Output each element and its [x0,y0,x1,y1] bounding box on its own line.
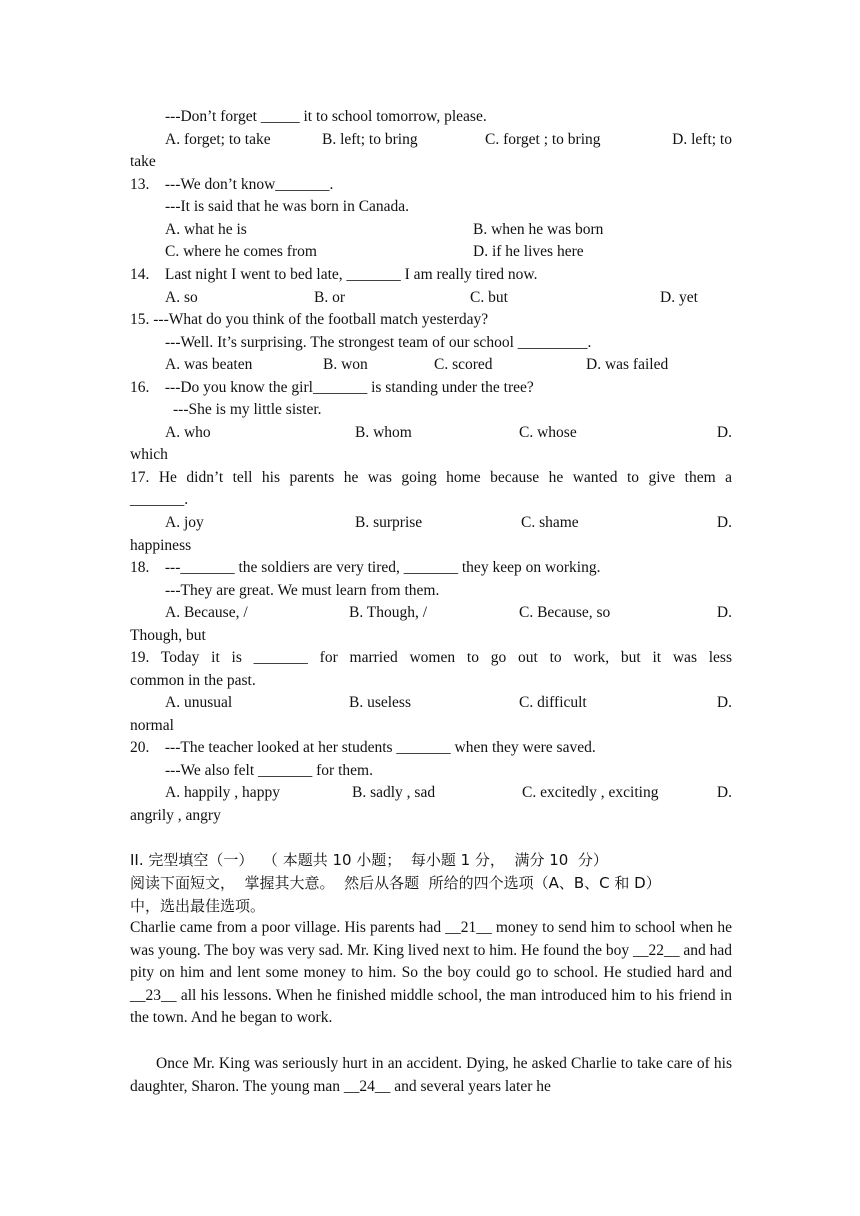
q19-option-a: A. unusual [165,694,233,711]
q13-options-row-1 [165,219,732,241]
q15-prompt: 15. ---What do you think of the football match yesterday? [130,311,489,328]
q14-option-b: B. or [314,289,345,306]
q19-option-d-continued: normal [130,717,174,734]
q17-option-c: C. shame [521,514,579,531]
q16-option-c: C. whose [519,424,577,441]
q15-option-c: C. scored [434,356,493,373]
q17-option-a: A. joy [165,514,204,531]
q20-option-b: B. sadly , sad [352,784,436,801]
q12-option-d-continued: take [130,153,156,170]
passage-paragraph-2-text: Once Mr. King was seriously hurt in an accident. Dying, he asked Charlie to take care of his daughter, Sharon. The young man __24__ and several years later he [130,1055,732,1095]
q12-option-b: B. left; to bring [322,131,418,148]
q16-option-d: D. [716,424,732,441]
q13-prompt-2: ---It is said that he was born in Canada. [165,198,410,215]
q19-prompt: 19. Today it is _______ for married women to go out to work, but it was less [130,649,732,666]
q14-option-d: D. yet [660,289,698,306]
q19-option-d: D. [716,694,732,711]
section-instruction-continued: 中，选出最佳选项。 [130,897,266,915]
q18-option-a: A. Because, / [165,604,248,621]
q20-option-d: D. [716,784,732,801]
q13-option-d: D. if he lives here [473,243,584,260]
q17-prompt-2: _______. [130,491,189,508]
q16-option-d-continued: which [130,446,168,463]
q17-prompt: 17. He didn’t tell his parents he was going home because he wanted to give them a [130,469,732,486]
q18-options [165,602,732,624]
q18-option-b: B. Though, / [349,604,428,621]
q13-option-c: C. where he comes from [165,243,317,260]
q13-prompt: 13. ---We don’t know_______. [130,176,334,193]
q14-prompt: 14. Last night I went to bed late, _______ I am really tired now. [130,266,538,283]
q13-option-b: B. when he was born [473,221,604,238]
q20-prompt-2: ---We also felt _______ for them. [165,762,373,779]
q15-option-d: D. was failed [586,356,669,373]
q15-option-b: B. won [323,356,368,373]
q20-option-c: C. excitedly , exciting [522,784,659,801]
q14-option-c: C. but [470,289,508,306]
q14-option-a: A. so [165,289,198,306]
q17-option-b: B. surprise [355,514,423,531]
q16-prompt: 16. ---Do you know the girl_______ is standing under the tree? [130,379,534,396]
q16-options [165,422,732,444]
q18-option-d-continued: Though, but [130,627,206,644]
q19-prompt-2: common in the past. [130,672,256,689]
section-instruction: 阅读下面短文， 掌握其大意。 然后从各题 所给的四个选项（A、B、C 和 D） [130,874,661,892]
q17-option-d: D. [716,514,732,531]
q15-prompt-2: ---Well. It’s surprising. The strongest team of our school _________. [165,334,592,351]
q14-options [165,287,732,309]
q18-option-d: D. [716,604,732,621]
passage-paragraph-2 [130,1053,732,1098]
q19-option-b: B. useless [349,694,411,711]
q15-option-a: A. was beaten [165,356,253,373]
q19-options [165,692,732,714]
q12-prompt: ---Don’t forget _____ it to school tomorrow, please. [165,108,487,125]
passage-paragraph-1: Charlie came from a poor village. His parents had __21__ money to send him to school when he was young. The boy was very sad. Mr. King lived next to him. He found the boy __22__ and had pity on him and lent some money to him. So the boy could go to school. He studied hard and __23__ all his lessons. When he finished middle school, the man introduced him to his friend in the town. And he began to work. [130,919,732,1026]
q20-options [165,782,732,804]
q20-prompt: 20. ---The teacher looked at her students _______ when they were saved. [130,739,596,756]
q16-option-a: A. who [165,424,211,441]
q16-option-b: B. whom [355,424,412,441]
q17-options [165,512,732,534]
q12-option-d: D. left; to [672,131,732,148]
q19-option-c: C. difficult [519,694,587,711]
section-heading: II. 完型填空（一） （ 本题共 10 小题； 每小题 1 分， 满分 10 分） [130,851,608,869]
q18-prompt: 18. ---_______ the soldiers are very tired, _______ they keep on working. [130,559,601,576]
q16-prompt-2: ---She is my little sister. [173,401,322,418]
q17-option-d-continued: happiness [130,537,192,554]
q12-option-c: C. forget ; to bring [485,131,601,148]
q18-prompt-2: ---They are great. We must learn from them. [165,582,440,599]
q12-options [165,129,732,151]
q12-option-a: A. forget; to take [165,131,271,148]
q20-option-d-continued: angrily , angry [130,807,221,824]
q13-option-a: A. what he is [165,221,247,238]
q18-option-c: C. Because, so [519,604,611,621]
q20-option-a: A. happily , happy [165,784,280,801]
q15-options [165,354,732,376]
q13-options-row-2 [165,241,732,263]
